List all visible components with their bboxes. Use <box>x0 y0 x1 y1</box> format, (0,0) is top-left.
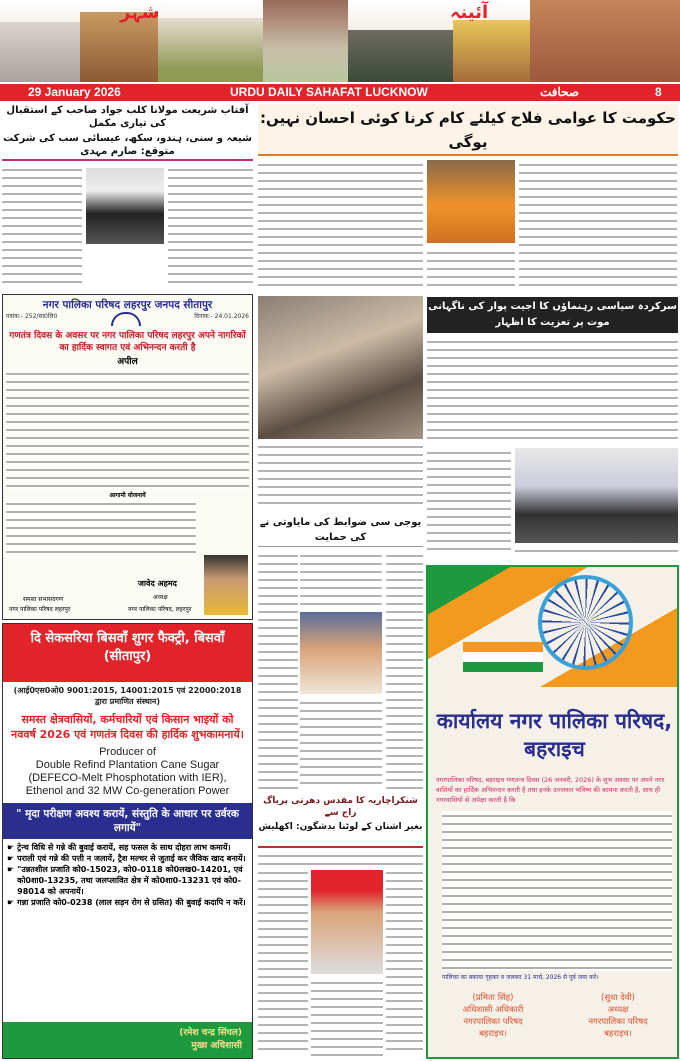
protest-caption <box>515 546 678 556</box>
sugar-sign-name: (रमेश चन्द्र सिंघल) <box>179 1028 242 1038</box>
bahraich-ad <box>426 565 679 1059</box>
mayawati-body-4 <box>386 551 423 790</box>
sugar-factory-ad <box>2 623 253 1059</box>
sugar-point: ☛ ट्रेन्च विधि से गन्ने की बुवाई करायें, सह फसल के साथ दोहरा लाभ कमायें। <box>7 843 231 852</box>
akhilesh-body <box>258 851 423 865</box>
mayawati-body-2 <box>300 551 382 608</box>
lahrpur-name: जावेद अहमद <box>138 579 177 588</box>
lahrpur-date: दिनांक:- 24.01.2026 <box>194 313 249 320</box>
lahrpur-left-sign-2: नगर पालिका परिषद लहरपुर <box>9 606 71 613</box>
akhilesh-body-2 <box>258 868 308 1056</box>
lead-body-3 <box>519 160 677 288</box>
pointing-hand-icon: ☛ <box>7 854 15 863</box>
pointing-hand-icon: ☛ <box>7 843 15 852</box>
bahraich-sign-1: (प्रमिता सिंह) अधिशासी अधिकारी नगरपालिका परिषद बहराइच। <box>462 993 524 1039</box>
sugar-cert: (आई0एस0ओ0 9001:2015, 14001:2015 एवं 22000:2018 द्वारा प्रमाणित संस्थान) <box>13 686 242 706</box>
pawar-body-2 <box>427 448 511 556</box>
group-photo <box>258 296 423 439</box>
lead-headline: حکومت کا عوامی فلاح کیلئے کام کرنا کوئی احسان نہیں: یوگی <box>258 104 678 156</box>
sugar-wish: समस्त क्षेत्रवासियों, कर्मचारियों एवं किसान भाइयों को नववर्ष 2026 एवं गणतंत्र दिवस की हार्दिक शुभकामनायें। <box>11 713 244 741</box>
sugar-producer-3: Ethenol and 32 MW Co-generation Power <box>25 785 230 797</box>
mayawati-body <box>258 551 298 790</box>
left-headline-2: شیعہ و سنی، ہندو، سکھ، عیسائی سب کی شرکت متوقع: صارم مہدی <box>2 132 253 161</box>
lahrpur-appeal: अपील <box>117 357 138 367</box>
pointing-hand-icon: ☛ <box>7 898 15 907</box>
crossed-flags-icon <box>463 642 543 672</box>
lahrpur-ref: पत्रांक:- 252/सा0लि0 <box>6 313 58 320</box>
masthead-title-left: شہر <box>120 2 160 23</box>
mayawati-photo <box>300 612 382 694</box>
pawar-headline: سرکردہ سیاسی رہنماؤں کا اجیت پوار کی ناگہانی موت پر تعزیت کا اظہار <box>427 297 678 333</box>
ashoka-chakra-icon <box>538 575 633 670</box>
akhilesh-body-3 <box>311 978 383 1056</box>
left-body <box>2 165 82 288</box>
sugar-slogan: " मृदा परीक्षण अवश्य करायें, संस्तुति के आधार पर उर्वरक लगायें" <box>3 803 252 839</box>
bahraich-sign-2: (सुधा देवी) अध्यक्ष नगरपालिका परिषद बहराइच। <box>588 993 648 1039</box>
issue-date: 29 January 2026 <box>28 85 121 99</box>
mayawati-headline: یوجی سی ضوابط کی مایاوتی نے کی حمایت <box>258 514 423 547</box>
pawar-body <box>427 337 678 445</box>
akhilesh-headline-2: بغیر اشنان کے لوٹنا بدشگون: اکھلیش <box>258 821 423 848</box>
paper-name-urdu: صحافت <box>540 85 580 99</box>
sugar-producer-0: Producer of <box>99 746 156 758</box>
pointing-hand-icon: ☛ <box>7 865 15 874</box>
sugar-point: ☛ पराली एवं गन्ने की पत्ती न जलायें, ट्रैश मल्चर से जुताई कर जैविक खाद बनायें। <box>7 854 246 863</box>
javed-ahmad-photo <box>204 555 248 615</box>
bahraich-deadline: पालिका का बकाया गृहकर व जलकर 31 मार्च, 2026 से पूर्व जमा करें। <box>442 974 599 981</box>
sugar-sign-role: मुख्य अधिशासी <box>191 1041 242 1051</box>
lead-body <box>258 160 423 288</box>
bahraich-points <box>442 811 672 971</box>
lahrpur-future: आगामी योजनायें <box>109 492 146 499</box>
sugar-sign-block <box>3 1022 252 1058</box>
bahraich-title: कार्यालय नगर पालिका परिषद, बहराइच <box>436 709 673 761</box>
bahraich-intro: नगरपालिका परिषद, बहराइच गणतन्त्र दिवस (26 जनवरी, 2026) के शुभ अवसर पर अपने नगर वासियों का हार्दिक अभिनन्दन करती है तथा इनके उज्जवल भविष्य की कामना करती है, साथ ही नगरवासियों से अपेक्षा करती है कि <box>436 776 665 804</box>
lahrpur-ad <box>2 294 253 620</box>
paper-name: URDU DAILY SAHAFAT LUCKNOW <box>230 85 428 99</box>
protest-photo <box>515 448 678 543</box>
lahrpur-future-points <box>6 499 196 559</box>
sugar-producer-2: (DEFECO-Melt Phosphotation with IER), <box>28 772 227 784</box>
sugar-producer-1: Double Refind Plantation Cane Sugar <box>35 759 220 771</box>
akhilesh-headline-1: شنکراچاریہ کا مقدس دھرتی پریاگ راج سے <box>263 796 418 818</box>
page-number: 8 <box>655 85 662 99</box>
lahrpur-greeting: गणतंत्र दिवस के अवसर पर नगर पालिका परिषद लहरपुर अपने नागरिकों का हार्दिक स्वागत एवं अभिनन्दन करती है <box>9 331 246 353</box>
kalbe-jawad-photo <box>86 168 164 244</box>
masthead-banner <box>0 0 680 82</box>
chakra-icon <box>111 312 141 326</box>
sugar-title: दि सेकसरिया बिसवाँ शुगर फैक्ट्री, बिसवाँ (सीतापुर) <box>3 624 252 682</box>
group-photo-caption <box>258 442 423 510</box>
dateline-bar <box>0 84 680 101</box>
left-body-2 <box>168 165 253 288</box>
mayawati-body-3 <box>300 698 382 790</box>
masthead-title-right: آئینہ <box>450 2 489 23</box>
left-headline-1: آفتاب شریعت مولانا کلب جواد صاحب کے استقبال کی تیاری مکمل <box>6 105 249 129</box>
yogi-photo <box>427 160 515 243</box>
lahrpur-header: नगर पालिका परिषद लहरपुर जनपद सीतापुर <box>42 299 213 311</box>
akhilesh-photo <box>311 870 383 974</box>
sugar-point: ☛ "उन्नतशील प्रजाति को0-15023, को0-0118 को0लख0-14201, एवं को0शा0-13235, तथा जलप्लावित क्षेत्र में को0शा0-13231 एवं को0-98014 को अपनायें। <box>7 865 243 896</box>
lead-body-2 <box>427 248 515 288</box>
sugar-point: ☛ गन्ना प्रजाति को0-0238 (लाल सड़न रोग से ग्रसित) की बुवाई कदापि न करें। <box>7 898 246 907</box>
lahrpur-role: अध्यक्ष <box>153 594 168 601</box>
akhilesh-body-4 <box>386 868 423 1056</box>
lahrpur-points <box>6 369 249 489</box>
lahrpur-org: नगर पालिका परिषद, लहरपुर <box>128 606 192 613</box>
lahrpur-left-sign-1: समस्त सभासदगण <box>23 596 64 603</box>
